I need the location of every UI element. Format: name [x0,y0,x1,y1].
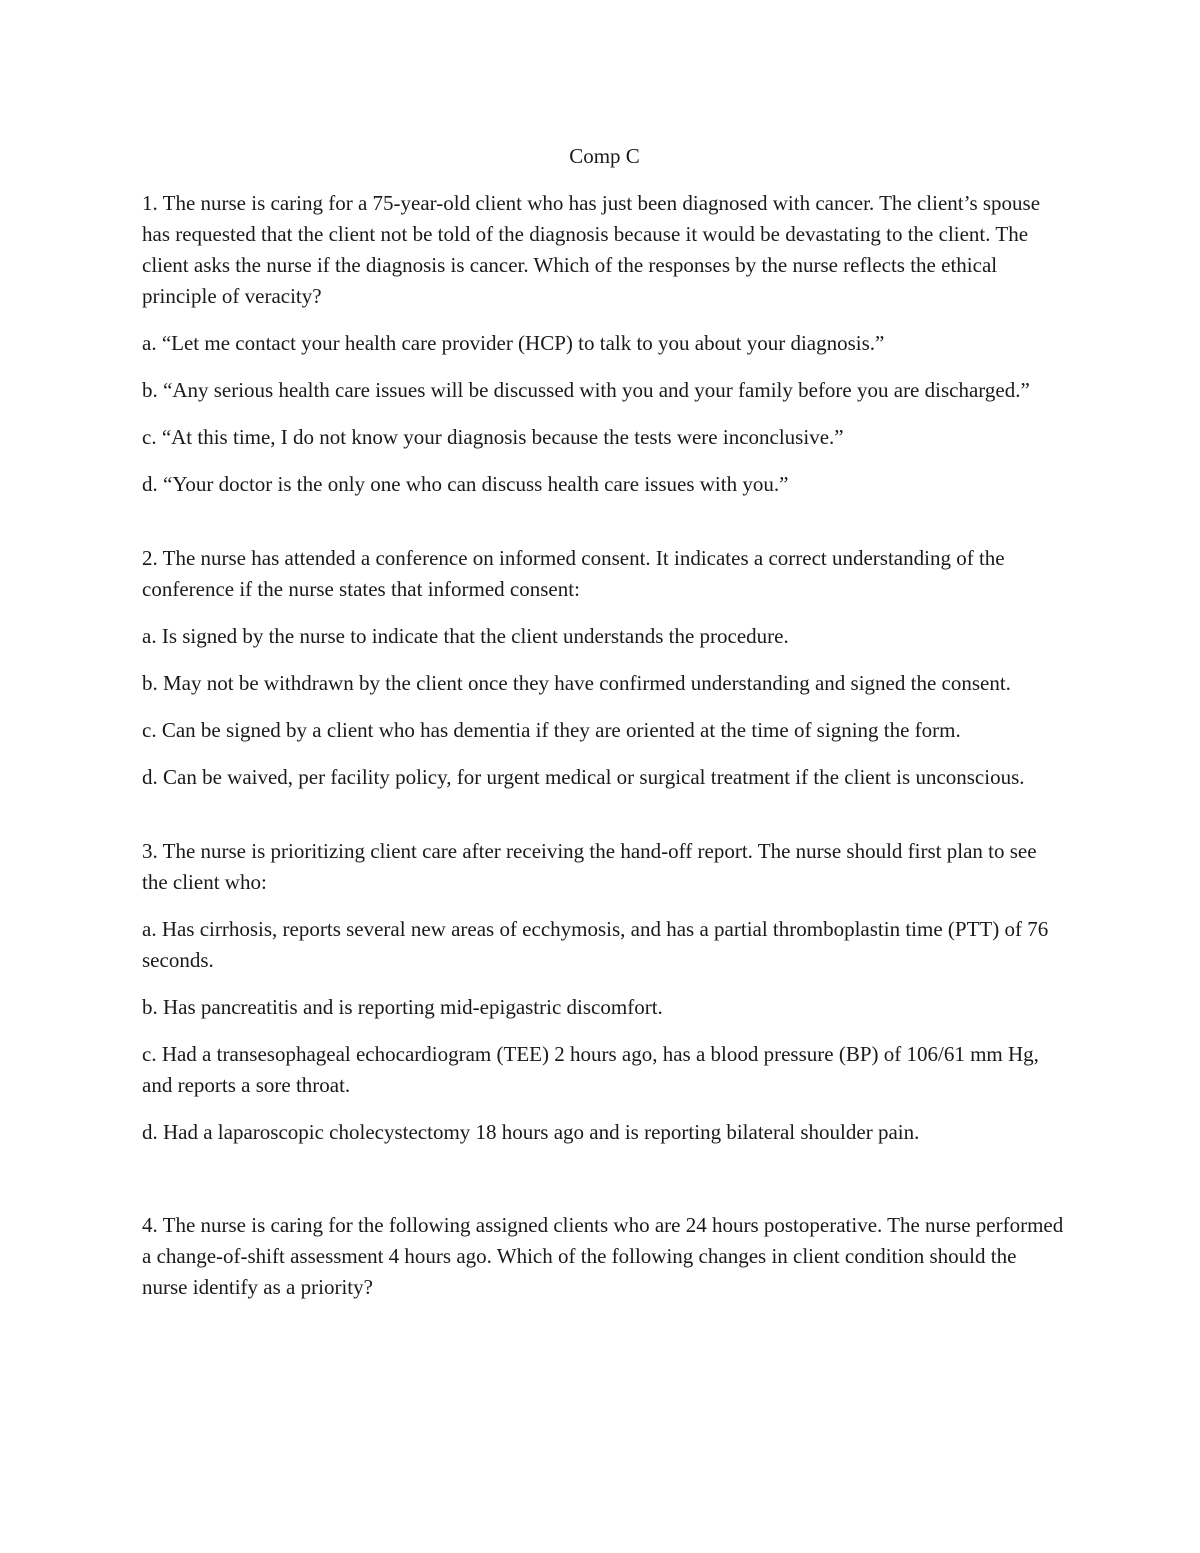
question-3 [142,836,1067,1148]
answer-option-c: c. Can be signed by a client who has dementia if they are oriented at the time of signing the form. [142,718,961,742]
answer-option-d: d. “Your doctor is the only one who can discuss health care issues with you.” [142,472,789,496]
answer-option-d: d. Can be waived, per facility policy, for urgent medical or surgical treatment if the client is unconscious. [142,765,1025,789]
answer-option-b: b. Has pancreatitis and is reporting mid-epigastric discomfort. [142,995,663,1019]
question-stem: 1. The nurse is caring for a 75-year-old client who has just been diagnosed with cancer. The client’s spouse has requested that the client not be told of the diagnosis because it would be devastating to the client. The client asks the nurse if the diagnosis is cancer. Which of the responses by the nurse reflects the ethical principle of veracity? [142,191,1041,308]
question-1 [142,188,1067,500]
answer-option-d: d. Had a laparoscopic cholecystectomy 18 hours ago and is reporting bilateral shoulder pain. [142,1120,920,1144]
question-spacer [142,1164,1067,1210]
document-body [142,141,1067,1319]
answer-option-c: c. Had a transesophageal echocardiogram (TEE) 2 hours ago, has a blood pressure (BP) of 106/61 mm Hg, and reports a sore throat. [142,1042,1039,1097]
answer-option-c: c. “At this time, I do not know your diagnosis because the tests were inconclusive.” [142,425,844,449]
question-stem: 3. The nurse is prioritizing client care after receiving the hand-off report. The nurse should first plan to see the client who: [142,839,1037,894]
answer-option-b: b. “Any serious health care issues will be discussed with you and your family before you are discharged.” [142,378,1030,402]
question-stem: 4. The nurse is caring for the following assigned clients who are 24 hours postoperative. The nurse performed a change-of-shift assessment 4 hours ago. Which of the following changes in client condition should the nurse identify as a priority? [142,1213,1064,1299]
answer-option-a: a. Is signed by the nurse to indicate that the client understands the procedure. [142,624,789,648]
question-2 [142,543,1067,793]
answer-option-b: b. May not be withdrawn by the client once they have confirmed understanding and signed the consent. [142,671,1011,695]
document-title: Comp C [569,144,640,168]
question-spacer [142,516,1067,543]
answer-option-a: a. Has cirrhosis, reports several new areas of ecchymosis, and has a partial thromboplastin time (PTT) of 76 seconds. [142,917,1049,972]
question-stem: 2. The nurse has attended a conference on informed consent. It indicates a correct understanding of the conference if the nurse states that informed consent: [142,546,1005,601]
question-spacer [142,809,1067,836]
question-4 [142,1210,1067,1303]
answer-option-a: a. “Let me contact your health care provider (HCP) to talk to you about your diagnosis.” [142,331,885,355]
